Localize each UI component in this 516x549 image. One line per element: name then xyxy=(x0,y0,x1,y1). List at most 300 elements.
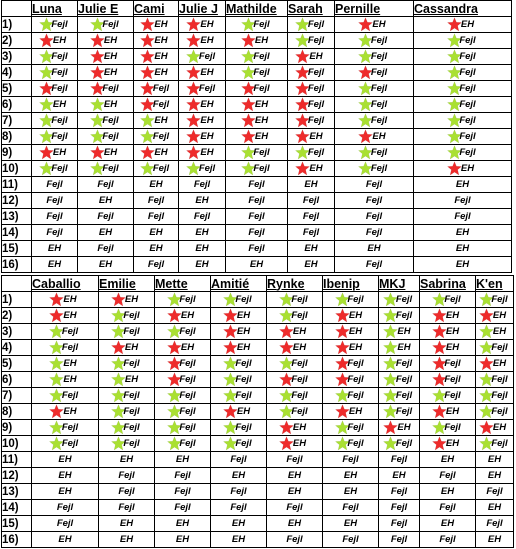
answer-cell xyxy=(226,177,288,193)
red-star-icon xyxy=(223,308,238,323)
answer-cell xyxy=(134,209,179,225)
answer-label: EH xyxy=(154,67,168,78)
red-star-icon xyxy=(279,436,294,451)
answer-cell xyxy=(134,129,179,145)
answer-cell xyxy=(179,145,226,161)
answer-cell xyxy=(267,468,323,484)
answer-label: Fejl xyxy=(459,35,476,46)
answer-label: EH xyxy=(487,470,502,481)
answer-cell xyxy=(78,193,134,209)
answer-label: EH xyxy=(236,310,251,321)
answer-label: Fejl xyxy=(152,163,170,174)
answer-cell xyxy=(226,241,288,257)
answer-cell xyxy=(134,65,179,81)
answer-cell xyxy=(155,484,211,500)
answer-cell xyxy=(226,161,288,177)
answer-cell xyxy=(78,17,134,33)
answer-cell xyxy=(179,97,226,113)
red-star-icon xyxy=(447,17,462,32)
answer-cell xyxy=(32,516,99,532)
answer-label: Fejl xyxy=(51,67,68,78)
corner-cell xyxy=(2,276,32,292)
answer-cell xyxy=(476,404,514,420)
answer-label: EH xyxy=(180,310,195,321)
answer-cell xyxy=(323,420,379,436)
answer-label: Fejl xyxy=(51,163,68,174)
answer-label: EH xyxy=(392,470,406,481)
row-number: 1) xyxy=(2,292,32,308)
answer-cell xyxy=(211,292,267,308)
answer-label: EH xyxy=(200,19,214,30)
red-star-icon xyxy=(186,97,201,112)
answer-label: Fejl xyxy=(248,195,265,206)
answer-label: EH xyxy=(343,518,358,529)
answer-label: Fejl xyxy=(118,486,135,497)
answer-label: Fejl xyxy=(123,406,140,417)
red-star-icon xyxy=(279,340,294,355)
answer-label: Fejl xyxy=(395,310,413,321)
red-star-icon xyxy=(90,33,105,48)
answer-label: Fejl xyxy=(286,502,303,513)
red-star-icon xyxy=(295,161,310,176)
answer-cell xyxy=(267,420,323,436)
answer-label: Fejl xyxy=(491,294,508,305)
answer-cell xyxy=(476,372,514,388)
answer-cell xyxy=(288,17,335,33)
red-star-icon xyxy=(223,324,238,339)
answer-label: Fejl xyxy=(370,35,388,46)
red-star-icon xyxy=(335,404,350,419)
answer-label: Fejl xyxy=(123,438,140,449)
answer-label: EH xyxy=(149,243,163,254)
answer-label: EH xyxy=(292,342,307,353)
answer-label: EH xyxy=(348,342,363,353)
answer-cell xyxy=(379,500,420,516)
answer-cell xyxy=(288,113,335,129)
answer-label: EH xyxy=(149,179,163,190)
answer-label: EH xyxy=(52,35,67,46)
answer-cell xyxy=(323,436,379,452)
answer-label: Fejl xyxy=(395,374,413,385)
answer-cell xyxy=(414,209,512,225)
answer-cell xyxy=(78,49,134,65)
answer-label: Fejl xyxy=(491,438,508,449)
answer-label: EH xyxy=(154,51,168,62)
row-number: 7) xyxy=(2,113,32,129)
answer-cell xyxy=(155,468,211,484)
answer-label: Fejl xyxy=(491,406,508,417)
answer-cell xyxy=(134,257,179,273)
answer-label: EH xyxy=(487,534,502,545)
answer-label: Fejl xyxy=(235,438,252,449)
answer-cell xyxy=(414,113,512,129)
answer-cell xyxy=(78,257,134,273)
answer-label: Fejl xyxy=(51,83,68,94)
answer-label: Fejl xyxy=(235,390,252,401)
answer-label: Fejl xyxy=(291,374,308,385)
answer-cell xyxy=(78,113,134,129)
answer-label: EH xyxy=(249,259,264,270)
red-star-icon xyxy=(49,292,64,307)
column-header: Rynke xyxy=(267,276,323,292)
row-number: 1) xyxy=(2,17,32,33)
answer-cell xyxy=(476,356,514,372)
answer-cell xyxy=(420,484,476,500)
answer-label: EH xyxy=(231,470,246,481)
answer-cell xyxy=(323,500,379,516)
table-row xyxy=(2,161,512,177)
answer-label: Fejl xyxy=(439,502,456,513)
column-header: Cami xyxy=(134,1,179,17)
answer-label: Fejl xyxy=(342,534,359,545)
answer-label: EH xyxy=(200,147,214,158)
answer-label: EH xyxy=(195,243,209,254)
answer-label: EH xyxy=(348,326,363,337)
answer-cell xyxy=(267,388,323,404)
answer-label: EH xyxy=(63,374,77,385)
row-number: 12) xyxy=(2,193,32,209)
answer-cell xyxy=(379,372,420,388)
answer-label: EH xyxy=(175,518,190,529)
answer-cell xyxy=(226,65,288,81)
answer-cell xyxy=(211,532,267,548)
answer-label: Fejl xyxy=(118,470,135,481)
answer-label: EH xyxy=(63,358,77,369)
table-row xyxy=(2,225,512,241)
answer-cell xyxy=(226,225,288,241)
red-star-icon xyxy=(49,404,64,419)
answer-label: Fejl xyxy=(179,358,196,369)
answer-label: Fejl xyxy=(459,115,476,126)
answer-label: EH xyxy=(124,294,139,305)
answer-label: Fejl xyxy=(444,390,461,401)
column-header: Sabrina xyxy=(420,276,476,292)
answer-label: Fejl xyxy=(179,374,196,385)
answer-cell xyxy=(323,404,379,420)
answer-label: EH xyxy=(460,19,475,30)
answer-label: EH xyxy=(304,259,318,270)
answer-cell xyxy=(211,500,267,516)
row-number: 9) xyxy=(2,420,32,436)
answer-cell xyxy=(78,225,134,241)
answer-cell xyxy=(155,452,211,468)
answer-label: Fejl xyxy=(123,358,140,369)
answer-label: EH xyxy=(254,115,269,126)
answer-label: Fejl xyxy=(365,179,383,190)
answer-cell xyxy=(226,81,288,97)
answer-label: EH xyxy=(58,486,72,497)
answer-label: Fejl xyxy=(51,131,68,142)
row-number: 3) xyxy=(2,49,32,65)
answer-cell xyxy=(267,516,323,532)
answer-cell xyxy=(134,161,179,177)
answer-cell xyxy=(179,49,226,65)
answer-cell xyxy=(155,308,211,324)
answer-label: Fejl xyxy=(118,502,135,513)
column-header: Luna xyxy=(32,1,78,17)
answer-cell xyxy=(420,292,476,308)
answer-label: Fejl xyxy=(390,502,408,513)
answer-cell xyxy=(78,33,134,49)
answer-cell xyxy=(226,17,288,33)
answer-cell xyxy=(226,113,288,129)
answer-label: EH xyxy=(304,179,318,190)
answer-cell xyxy=(267,356,323,372)
red-star-icon xyxy=(186,129,201,144)
answer-label: Fejl xyxy=(365,259,383,270)
table-row xyxy=(2,484,514,500)
answer-cell xyxy=(179,81,226,97)
table-row xyxy=(2,468,514,484)
answer-cell xyxy=(99,484,155,500)
answer-cell xyxy=(179,241,226,257)
answer-label: EH xyxy=(236,406,251,417)
answer-cell xyxy=(179,113,226,129)
answer-cell xyxy=(134,33,179,49)
answer-cell xyxy=(155,340,211,356)
answer-label: EH xyxy=(372,131,386,142)
column-header: Emilie xyxy=(99,276,155,292)
table-row xyxy=(2,532,514,548)
red-star-icon xyxy=(39,145,54,160)
answer-cell xyxy=(335,241,414,257)
answer-cell xyxy=(155,500,211,516)
answer-label: Fejl xyxy=(61,390,79,401)
row-number: 8) xyxy=(2,404,32,420)
answer-cell xyxy=(99,324,155,340)
answer-label: Fejl xyxy=(342,502,359,513)
red-star-icon xyxy=(358,129,373,144)
row-number: 16) xyxy=(2,257,32,273)
answer-cell xyxy=(134,49,179,65)
answer-label: Fejl xyxy=(102,131,119,142)
answer-label: EH xyxy=(200,99,214,110)
row-number: 8) xyxy=(2,129,32,145)
answer-label: Fejl xyxy=(370,147,388,158)
answer-label: Fejl xyxy=(61,342,79,353)
answer-label: Fejl xyxy=(61,422,79,433)
answer-label: EH xyxy=(58,534,72,545)
answer-label: Fejl xyxy=(123,422,140,433)
red-star-icon xyxy=(279,420,294,435)
answer-cell xyxy=(476,468,514,484)
answer-cell xyxy=(155,404,211,420)
answer-label: Fejl xyxy=(286,534,303,545)
answer-cell xyxy=(99,436,155,452)
answer-label: EH xyxy=(348,310,363,321)
answer-label: Fejl xyxy=(253,19,270,30)
red-star-icon xyxy=(223,404,238,419)
column-header: Julie J xyxy=(179,1,226,17)
answer-cell xyxy=(420,436,476,452)
answer-cell xyxy=(32,161,78,177)
red-star-icon xyxy=(335,340,350,355)
red-star-icon xyxy=(479,356,494,371)
answer-label: Fejl xyxy=(370,163,388,174)
answer-cell xyxy=(420,356,476,372)
answer-label: EH xyxy=(492,326,507,337)
answer-cell xyxy=(335,113,414,129)
results-table-top xyxy=(1,0,512,273)
answer-cell xyxy=(32,65,78,81)
answer-label: Fejl xyxy=(291,390,308,401)
red-star-icon xyxy=(358,17,373,32)
red-star-icon xyxy=(335,308,350,323)
answer-label: EH xyxy=(292,438,307,449)
answer-cell xyxy=(476,436,514,452)
answer-label: EH xyxy=(52,147,67,158)
answer-cell xyxy=(32,532,99,548)
answer-cell xyxy=(99,500,155,516)
row-number: 5) xyxy=(2,356,32,372)
red-star-icon xyxy=(90,49,105,64)
answer-cell xyxy=(476,484,514,500)
answer-label: EH xyxy=(119,534,134,545)
answer-cell xyxy=(414,33,512,49)
answer-label: Fejl xyxy=(253,83,270,94)
table-row xyxy=(2,81,512,97)
green-star-icon xyxy=(39,97,54,112)
answer-label: EH xyxy=(440,518,455,529)
answer-label: Fejl xyxy=(390,518,408,529)
answer-cell xyxy=(379,452,420,468)
answer-cell xyxy=(476,532,514,548)
answer-cell xyxy=(155,356,211,372)
answer-label: Fejl xyxy=(198,83,216,94)
answer-cell xyxy=(226,33,288,49)
answer-cell xyxy=(414,193,512,209)
answer-cell xyxy=(414,257,512,273)
results-table-bottom xyxy=(1,275,514,548)
answer-cell xyxy=(99,516,155,532)
answer-label: Fejl xyxy=(444,294,461,305)
answer-label: Fejl xyxy=(390,486,408,497)
answer-label: Fejl xyxy=(439,470,456,481)
answer-label: EH xyxy=(195,227,209,238)
table-row xyxy=(2,388,514,404)
answer-cell xyxy=(288,65,335,81)
table-row xyxy=(2,404,514,420)
answer-cell xyxy=(99,404,155,420)
answer-cell xyxy=(335,161,414,177)
answer-label: EH xyxy=(154,147,168,158)
answer-cell xyxy=(323,388,379,404)
answer-cell xyxy=(420,468,476,484)
answer-label: EH xyxy=(98,195,113,206)
answer-label: EH xyxy=(254,131,269,142)
column-header: K'en xyxy=(476,276,514,292)
answer-cell xyxy=(288,33,335,49)
answer-label: Fejl xyxy=(365,195,383,206)
table-row xyxy=(2,177,512,193)
table-row xyxy=(2,65,512,81)
answer-cell xyxy=(420,500,476,516)
answer-cell xyxy=(420,324,476,340)
answer-cell xyxy=(379,404,420,420)
answer-cell xyxy=(226,129,288,145)
answer-cell xyxy=(32,81,78,97)
answer-label: EH xyxy=(397,326,411,337)
row-number: 4) xyxy=(2,340,32,356)
answer-label: EH xyxy=(200,35,214,46)
column-header: Mathilde xyxy=(226,1,288,17)
answer-label: EH xyxy=(47,243,62,254)
table-row xyxy=(2,257,512,273)
answer-label: EH xyxy=(195,259,209,270)
table-row xyxy=(2,500,514,516)
table-row xyxy=(2,356,514,372)
answer-label: Fejl xyxy=(302,211,320,222)
answer-cell xyxy=(179,257,226,273)
answer-cell xyxy=(476,516,514,532)
red-star-icon xyxy=(241,113,256,128)
answer-cell xyxy=(99,292,155,308)
answer-label: Fejl xyxy=(179,294,196,305)
answer-cell xyxy=(179,225,226,241)
answer-label: Fejl xyxy=(390,454,408,465)
answer-cell xyxy=(323,324,379,340)
answer-cell xyxy=(420,404,476,420)
answer-label: Fejl xyxy=(230,486,247,497)
answer-label: Fejl xyxy=(248,211,265,222)
answer-label: EH xyxy=(63,406,77,417)
answer-cell xyxy=(32,324,99,340)
answer-label: Fejl xyxy=(307,67,325,78)
answer-label: EH xyxy=(200,115,214,126)
answer-cell xyxy=(420,516,476,532)
answer-cell xyxy=(99,388,155,404)
answer-cell xyxy=(335,65,414,81)
answer-cell xyxy=(414,129,512,145)
answer-cell xyxy=(288,241,335,257)
answer-label: Fejl xyxy=(307,83,325,94)
answer-cell xyxy=(134,225,179,241)
answer-cell xyxy=(99,372,155,388)
answer-cell xyxy=(78,177,134,193)
answer-label: EH xyxy=(440,454,455,465)
row-number: 16) xyxy=(2,532,32,548)
answer-cell xyxy=(379,388,420,404)
answer-cell xyxy=(32,356,99,372)
answer-cell xyxy=(476,420,514,436)
red-star-icon xyxy=(447,161,462,176)
answer-cell xyxy=(78,97,134,113)
answer-label: Fejl xyxy=(248,227,265,238)
answer-label: Fejl xyxy=(51,115,68,126)
answer-cell xyxy=(32,17,78,33)
answer-label: EH xyxy=(455,243,470,254)
answer-label: EH xyxy=(492,310,507,321)
red-star-icon xyxy=(479,420,494,435)
answer-cell xyxy=(323,468,379,484)
answer-cell xyxy=(32,468,99,484)
row-number: 12) xyxy=(2,468,32,484)
answer-cell xyxy=(211,436,267,452)
answer-label: Fejl xyxy=(307,147,325,158)
green-star-icon xyxy=(383,324,398,339)
row-number: 15) xyxy=(2,516,32,532)
answer-cell xyxy=(414,17,512,33)
answer-cell xyxy=(420,388,476,404)
answer-label: Fejl xyxy=(491,342,508,353)
answer-cell xyxy=(32,292,99,308)
red-star-icon xyxy=(186,145,201,160)
answer-label: EH xyxy=(124,374,139,385)
table-row xyxy=(2,340,514,356)
answer-label: EH xyxy=(309,131,323,142)
answer-cell xyxy=(155,292,211,308)
red-star-icon xyxy=(140,65,155,80)
